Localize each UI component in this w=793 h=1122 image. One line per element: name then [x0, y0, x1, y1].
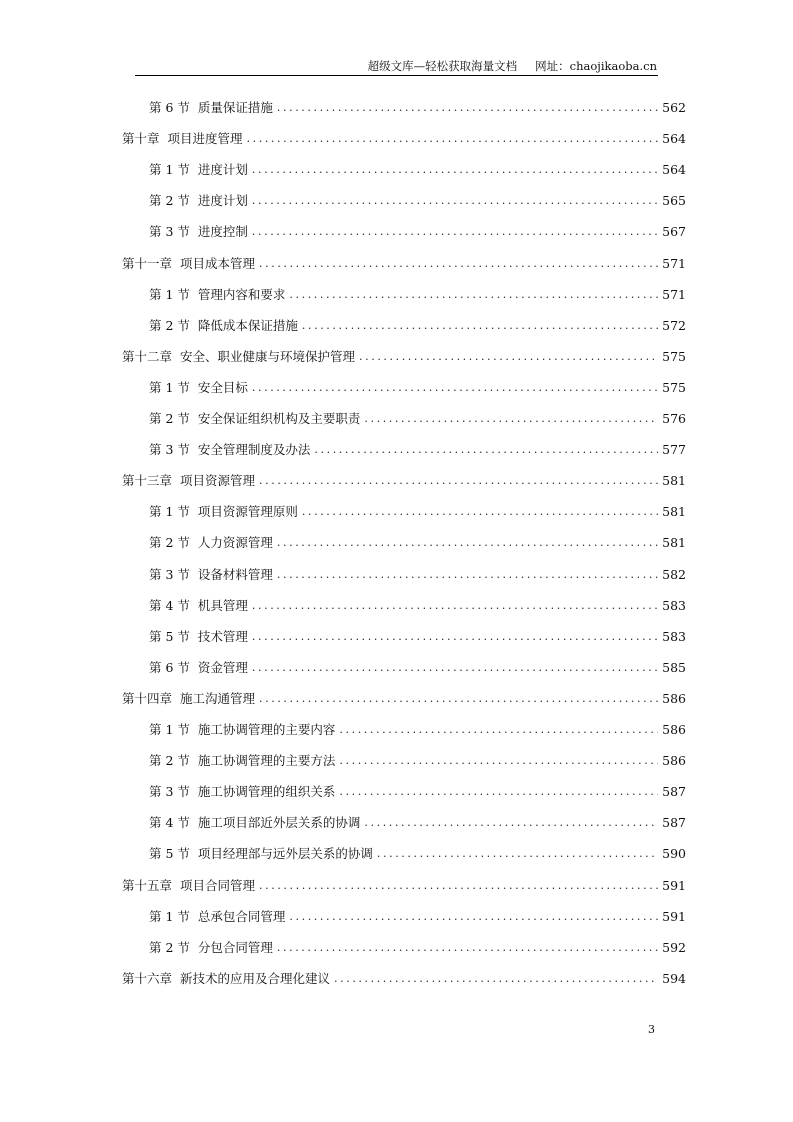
toc-entry-number: 第 1 节	[149, 504, 190, 520]
toc-entry-title: 管理内容和要求	[197, 286, 286, 302]
toc-section-entry[interactable]	[149, 936, 686, 960]
toc-entry-number: 第十五章	[122, 877, 173, 893]
toc-entry-title: 进度控制	[197, 224, 248, 240]
toc-dot-leader	[289, 283, 658, 307]
toc-entry-page: 562	[662, 100, 686, 115]
toc-entry-label	[149, 376, 248, 400]
toc-entry-number: 第十六章	[122, 970, 173, 986]
toc-dot-leader	[364, 811, 658, 835]
toc-entry-page: 575	[662, 348, 686, 364]
toc-dot-leader	[334, 967, 658, 991]
toc-entry-page: 586	[662, 690, 686, 706]
toc-entry-title: 机具管理	[197, 597, 248, 613]
toc-chapter-entry[interactable]	[122, 252, 686, 276]
toc-dot-leader	[259, 687, 658, 711]
toc-dot-leader	[377, 842, 658, 866]
toc-entry-number: 第 5 节	[149, 846, 190, 862]
toc-entry-label	[149, 96, 273, 120]
toc-entry-number: 第十四章	[122, 690, 173, 706]
toc-entry-page: 590	[662, 846, 686, 862]
toc-entry-title: 质量保证措施	[197, 100, 273, 115]
toc-dot-leader	[277, 531, 658, 555]
header-site-name: 超级文库—轻松获取海量文档	[367, 59, 518, 73]
toc-section-entry[interactable]	[149, 749, 686, 773]
toc-entry-number: 第 2 节	[149, 193, 190, 209]
toc-entry-label	[149, 563, 273, 587]
toc-entry-page: 577	[662, 442, 686, 458]
toc-entry-number: 第十一章	[122, 255, 173, 271]
toc-entry-page: 586	[662, 753, 686, 769]
toc-chapter-entry[interactable]	[122, 345, 686, 369]
toc-dot-leader	[339, 780, 658, 804]
toc-entry-page: 581	[662, 473, 686, 489]
page-header	[135, 58, 657, 74]
toc-dot-leader	[247, 127, 659, 151]
toc-section-entry[interactable]	[149, 625, 686, 649]
toc-section-entry[interactable]	[149, 500, 686, 524]
toc-entry-title: 安全管理制度及办法	[197, 442, 311, 458]
toc-dot-leader	[252, 189, 658, 213]
toc-entry-label	[149, 531, 273, 555]
toc-dot-leader	[252, 220, 658, 244]
toc-entry-page: 583	[662, 597, 686, 613]
toc-section-entry[interactable]	[149, 563, 686, 587]
toc-entry-title: 人力资源管理	[197, 535, 273, 551]
toc-entry-title: 技术管理	[197, 628, 248, 644]
toc-entry-number: 第 6 节	[149, 659, 190, 675]
toc-entry-page: 576	[662, 411, 686, 426]
toc-dot-leader	[277, 936, 658, 960]
header-url: 网址：chaojikaoba.cn	[535, 59, 657, 73]
toc-entry-label	[122, 469, 255, 493]
toc-dot-leader	[364, 407, 658, 431]
toc-entry-label	[149, 220, 248, 244]
toc-entry-title: 分包合同管理	[197, 939, 273, 955]
toc-dot-leader	[314, 438, 658, 462]
toc-section-entry[interactable]	[149, 283, 686, 307]
toc-entry-page: 564	[662, 162, 686, 178]
toc-dot-leader	[259, 469, 658, 493]
toc-section-entry[interactable]	[149, 314, 686, 338]
toc-section-entry[interactable]	[149, 158, 686, 182]
toc-entry-page: 592	[662, 939, 686, 955]
toc-entry-label	[149, 656, 248, 680]
toc-entry-title: 施工协调管理的组织关系	[197, 784, 336, 800]
toc-entry-number: 第 3 节	[149, 442, 190, 458]
toc-entry-title: 施工沟通管理	[180, 690, 256, 706]
toc-entry-page: 575	[662, 379, 686, 395]
toc-entry-label	[122, 252, 255, 276]
toc-dot-leader	[339, 749, 658, 773]
toc-entry-label	[149, 625, 248, 649]
toc-entry-page: 564	[662, 131, 686, 147]
toc-entry-label	[149, 749, 335, 773]
toc-entry-label	[122, 967, 330, 991]
toc-dot-leader	[252, 656, 658, 680]
toc-entry-number: 第 2 节	[149, 317, 190, 333]
toc-entry-number: 第 4 节	[149, 597, 190, 613]
toc-entry-page: 585	[662, 659, 686, 675]
toc-entry-title: 项目合同管理	[180, 877, 256, 893]
toc-entry-number: 第 1 节	[149, 286, 190, 302]
toc-chapter-entry[interactable]	[122, 687, 686, 711]
toc-entry-page: 583	[662, 628, 686, 644]
toc-entry-page: 581	[662, 535, 686, 551]
toc-chapter-entry[interactable]	[122, 469, 686, 493]
toc-entry-title: 项目资源管理原则	[197, 504, 298, 520]
toc-entry-title: 施工协调管理的主要内容	[197, 722, 336, 737]
toc-entry-page: 565	[662, 193, 686, 209]
toc-section-entry[interactable]	[149, 718, 686, 742]
toc-entry-label	[122, 345, 355, 369]
toc-entry-number: 第十二章	[122, 348, 173, 364]
toc-entry-number: 第 1 节	[149, 162, 190, 178]
toc-section-entry[interactable]	[149, 96, 686, 120]
toc-entry-label	[149, 594, 248, 618]
toc-section-entry[interactable]	[149, 220, 686, 244]
toc-dot-leader	[359, 345, 658, 369]
toc-entry-label	[149, 842, 373, 866]
toc-entry-label	[122, 687, 255, 711]
toc-entry-number: 第 4 节	[149, 815, 190, 831]
toc-dot-leader	[252, 158, 658, 182]
toc-entry-number: 第 6 节	[149, 100, 190, 115]
toc-section-entry[interactable]	[149, 531, 686, 555]
toc-entry-label	[149, 500, 298, 524]
toc-entry-label	[149, 407, 360, 431]
toc-entry-title: 项目进度管理	[167, 131, 243, 147]
toc-entry-label	[149, 718, 335, 742]
toc-entry-title: 施工协调管理的主要方法	[197, 753, 336, 769]
toc-dot-leader	[259, 874, 658, 898]
toc-entry-label	[149, 283, 285, 307]
toc-entry-title: 进度计划	[197, 162, 248, 178]
toc-dot-leader	[252, 594, 658, 618]
toc-entry-label	[149, 314, 298, 338]
toc-section-entry[interactable]	[149, 905, 686, 929]
toc-section-entry[interactable]	[149, 780, 686, 804]
toc-entry-title: 资金管理	[197, 659, 248, 675]
toc-entry-label	[149, 158, 248, 182]
toc-entry-number: 第 5 节	[149, 628, 190, 644]
toc-entry-number: 第十章	[122, 131, 160, 147]
page-number: 3	[648, 1023, 655, 1036]
toc-entry-label	[149, 189, 248, 213]
toc-chapter-entry[interactable]	[122, 127, 686, 151]
toc-entry-page: 571	[662, 255, 686, 271]
toc-section-entry[interactable]	[149, 594, 686, 618]
toc-entry-title: 进度计划	[197, 193, 248, 209]
toc-entry-label	[122, 127, 243, 151]
toc-entry-title: 项目成本管理	[180, 255, 256, 271]
toc-entry-number: 第 1 节	[149, 908, 190, 924]
toc-entry-title: 设备材料管理	[197, 566, 273, 582]
toc-chapter-entry[interactable]	[122, 967, 686, 991]
toc-section-entry[interactable]	[149, 438, 686, 462]
toc-dot-leader	[339, 718, 658, 742]
toc-section-entry[interactable]	[149, 189, 686, 213]
toc-chapter-entry[interactable]	[122, 874, 686, 898]
toc-entry-page: 591	[662, 908, 686, 924]
toc-section-entry[interactable]	[149, 842, 686, 866]
toc-entry-page: 586	[662, 722, 686, 737]
toc-entry-number: 第 2 节	[149, 535, 190, 551]
toc-entry-page: 591	[662, 877, 686, 893]
toc-entry-number: 第 3 节	[149, 566, 190, 582]
toc-dot-leader	[259, 252, 658, 276]
toc-entry-page: 581	[662, 504, 686, 520]
toc-entry-number: 第十三章	[122, 473, 173, 489]
toc-dot-leader	[277, 96, 658, 120]
toc-entry-title: 项目经理部与远外层关系的协调	[197, 846, 373, 862]
toc-entry-label	[149, 936, 273, 960]
toc-section-entry[interactable]	[149, 376, 686, 400]
toc-entry-page: 582	[662, 566, 686, 582]
toc-entry-number: 第 2 节	[149, 753, 190, 769]
toc-entry-page: 587	[662, 815, 686, 831]
toc-entry-number: 第 1 节	[149, 722, 190, 737]
toc-entry-title: 安全保证组织机构及主要职责	[197, 411, 361, 426]
toc-entry-page: 571	[662, 286, 686, 302]
toc-entry-number: 第 3 节	[149, 784, 190, 800]
toc-entry-number: 第 3 节	[149, 224, 190, 240]
toc-entry-page: 567	[662, 224, 686, 240]
header-divider	[135, 75, 658, 76]
toc-dot-leader	[302, 500, 658, 524]
toc-entry-page: 594	[662, 970, 686, 986]
toc-dot-leader	[289, 905, 658, 929]
toc-entry-title: 总承包合同管理	[197, 908, 286, 924]
toc-entry-label	[149, 780, 335, 804]
toc-entry-label	[149, 438, 310, 462]
toc-entry-page: 572	[662, 317, 686, 333]
toc-dot-leader	[302, 314, 658, 338]
toc-entry-number: 第 2 节	[149, 411, 190, 426]
toc-entry-title: 项目资源管理	[180, 473, 256, 489]
toc-entry-page: 587	[662, 784, 686, 800]
toc-entry-title: 安全目标	[197, 379, 248, 395]
toc-section-entry[interactable]	[149, 656, 686, 680]
toc-section-entry[interactable]	[149, 407, 686, 431]
toc-entry-label	[149, 905, 285, 929]
toc-entry-number: 第 1 节	[149, 379, 190, 395]
toc-dot-leader	[277, 563, 658, 587]
toc-dot-leader	[252, 625, 658, 649]
toc-entry-number: 第 2 节	[149, 939, 190, 955]
toc-entry-title: 降低成本保证措施	[197, 317, 298, 333]
toc-entry-title: 新技术的应用及合理化建议	[180, 970, 331, 986]
toc-entry-label	[149, 811, 360, 835]
toc-entry-title: 施工项目部近外层关系的协调	[197, 815, 361, 831]
toc-dot-leader	[252, 376, 658, 400]
toc-entry-title: 安全、职业健康与环境保护管理	[180, 348, 356, 364]
toc-entry-label	[122, 874, 255, 898]
toc-section-entry[interactable]	[149, 811, 686, 835]
